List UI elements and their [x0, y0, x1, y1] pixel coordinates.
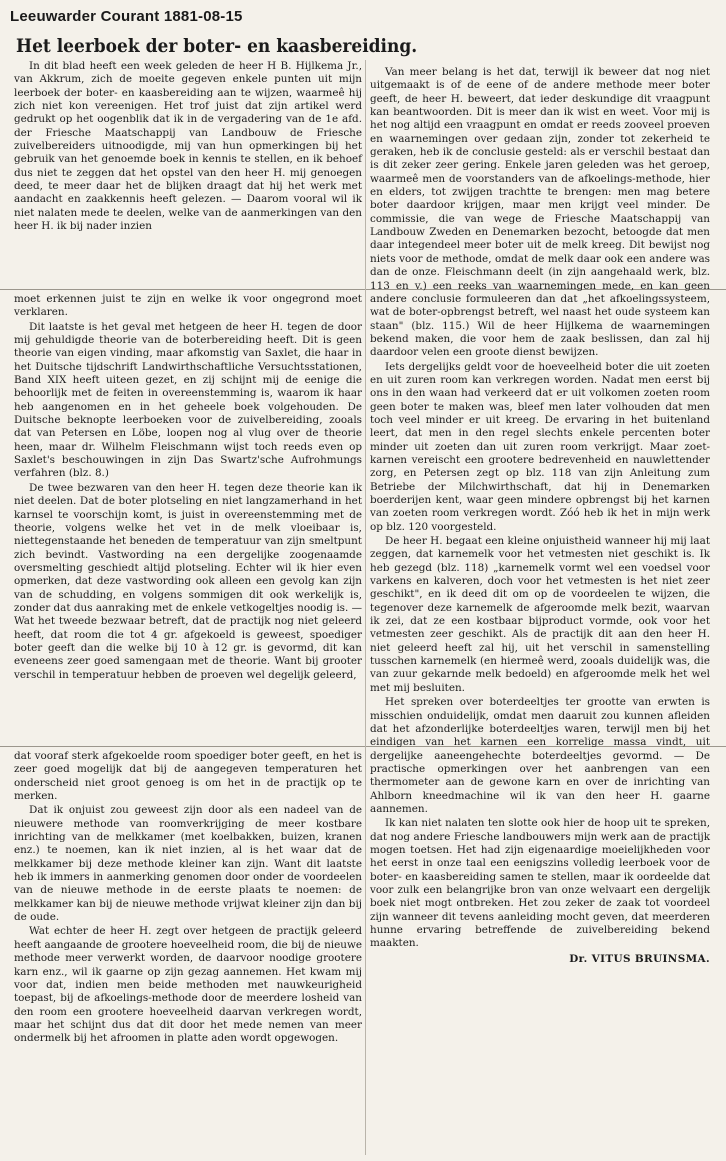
paragraph: Het spreken over boterdeeltjes ter grootte van erwten is misschien onduidelijk, omdat men daaruit zou kunnen afleiden dat het afzonderlijke boterdeeltjes waren, terwijl men bij het eindigen van het karnen een korrelige massa vindt, uit dergelijke aaneengehechte boterdeeltjes gevormd. — De practische opmerkingen over het aanbrengen van een thermometer aan de gewone karn en over de inrichting van Ahlborn kneedmachine wil ik van den heer H. gaarne aannemen. — [370, 696, 710, 815]
right-column — [370, 66, 710, 966]
author-signature: Dr. VITUS BRUINSMA. — [569, 952, 710, 965]
paragraph: Wat echter de heer H. zegt over hetgeen de practijk geleerd heeft aangaande de grootere hoeveelheid room, die bij de nieuwe methode meer verwerkt worden, de daarvoor noodige grootere karn enz., wil ik gaarne op zijn gezag aannemen. Het kwam mij voor dat, indien men beide methoden met nauwkeurigheid toepast, bij de afkoelings-methode door de meerdere losheid van den room een grootere hoeveelheid daarvan verkregen wordt, maar het schijnt dus dat dit door het mede nemen van meer ondermelk bij het afroomen in platte aden wordt opgewogen. — [14, 925, 362, 1045]
paragraph: Van meer belang is het dat, terwijl ik beweer dat nog niet uitgemaakt is of de eene of de andere methode meer boter geeft, de heer H. beweert, dat ieder deskundige dit vraagpunt kan beantwoorden. Dit is meer dan ik wist en weet. Voor mij is het nog altijd een vraagpunt en omdat er reeds zooveel proeven en waarnemingen over gedaan zijn, zonder tot zekerheid te geraken, heb ik de conclusie gesteld: als er verschil bestaat dan is dit zeker zeer gering. Enkele jaren geleden was het geroep, waarmeê men de voorstanders van de afkoelings-methode, hier en elders, tot zwijgen trachtte te brengen: men mag betere boter daardoor krijgen, maar men krijgt veel minder. De commissie, die van wege de Friesche Maatschappij van Landbouw Zweden en Denemarken bezocht, betoogde dat men daar integendeel meer boter uit de melk kreeg. Dit bewijst nog niets voor de methode, omdat de melk daar ook een andere was dan de onze. Fleischmann deelt (in zijn aangehaald werk, blz. 113 en v.) een reeks van waarnemingen mede, en kan geen andere conclusie formuleeren dan dat „het afkoelingssysteem, wat de boter-opbrengst betreft, wel naast het oude systeem kan staan" (blz. 115.) Wil de heer Hijlkema de waarnemingen bekend maken, die voor hem de zaak beslissen, dan zal hij daardoor velen een groote dienst bewijzen. — [370, 66, 710, 359]
paragraph: Ik kan niet nalaten ten slotte ook hier de hoop uit te spreken, dat nog andere Friesche landbouwers mijn werk aan de practijk mogen toetsen. Het had zijn eigenaardige moeielijkheden voor het eerst in onze taal een eenigszins volledig leerboek voor de boter- en kaasbereiding samen te stellen, maar ik oordeelde dat voor zulk een belangrijke bron van onze welvaart een dergelijk boek niet mogt ontbreken. Het zou zeker de zaak tot voordeel zijn wanneer dit tevens aanleiding mocht geven, dat meerderen hunne ervaring betreffende de zuivelbereiding bekend maakten. — [370, 817, 710, 950]
left-column-segment-1 — [14, 60, 362, 233]
left-column-segment-3 — [14, 750, 362, 1046]
paragraph: Dit laatste is het geval met hetgeen de heer H. tegen de door mij gehuldigde theorie van de boterbereiding heeft. Dit is geen theorie van eigen vinding, maar afkomstig van Saxlet, die haar in het Duitsche tijdschrift Landwirthschaftliche Versuchtsstationen, Band XIX heeft uiteen gezet, en zij schijnt mij de eenige die behoorlijk met de feiten in overeenstemming is, waarom ik haar heb aangenomen en in het geheele boek volgehouden. De Duitsche beknopte leerboeken voor de zuivelbereiding, zooals dat van Petersen en Löbe, loopen nog al vlug over de theorie heen, maar dr. Wilhelm Fleischmann wijst toch reeds even op Saxlet's beschouwingen in zijn Das Swartz'sche Aufrohmungs verfahren (blz. 8.) — [14, 320, 362, 480]
paragraph: Dat ik onjuist zou geweest zijn door als een nadeel van de nieuwere methode van roomverkrijging de meer kostbare inrichting van de melkkamer (met koelbakken, buizen, kranen enz.) te noemen, kan ik niet inzien, al is het waar dat de melkkamer bij deze methode kleiner kan zijn. Want dit laatste heb ik immers in aanmerking genomen door onder de voordeelen van de nieuwe methode in de eerste plaats te noemen: de melkkamer kan bij de nieuwe methode vrijwat kleiner zijn dan bij de oude. — [14, 804, 362, 924]
paragraph: De twee bezwaren van den heer H. tegen deze theorie kan ik niet deelen. Dat de boter plotseling en niet langzamerhand in het karnsel te voorschijn komt, is juist in overeenstemming met de theorie, volgens welke het vet in de melk vloeibaar is, niettegenstaande het beneden de temperatuur van zijn smeltpunt zich bevindt. Vastwording na een dergelijke zoogenaamde oversmelting geschiedt altijd plotseling. Echter wil ik hier even opmerken, dat deze vastwording ook alleen een gevolg kan zijn van de schudding, en volgens sommigen dit ook werkelijk is, zonder dat dus aanraking met de enkele vetkogeltjes noodig is. — Wat het tweede bezwaar betreft, dat de practijk nog niet geleerd heeft, dat room die tot 4 gr. afgekoeld is geweest, spoediger boter geeft dan die welke bij 10 à 12 gr. is gevormd, dit kan eveneens zeer goed samengaan met de theorie. Want bij grooter verschil in temperatuur hebben de proeven wel degelijk geleerd, — [14, 481, 362, 681]
article-headline: Het leerboek der boter- en kaasbereiding. — [16, 36, 418, 57]
paragraph: moet erkennen juist te zijn en welke ik voor ongegrond moet verklaren. — [14, 293, 362, 319]
paragraph: Iets dergelijks geldt voor de hoeveelheid boter die uit zoeten en uit zuren room kan verkregen worden. Nadat men eerst bij ons in den waan had verkeerd dat er uit volkomen zoeten room geen boter te maken was, bleef men later volhouden dat men toch veel minder er uit kreeg. De ervaring in het buitenland leert, dat men in den regel slechts enkele percenten boter minder uit zoeten dan uit zuren room verkrijgt. Maar zoet-karnen vereischt een grootere bedrevenheid en nauwlettender zorg, en Petersen zegt op blz. 118 van zijn Anleitung zum Betriebe der Milchwirthschaft, dat hij in Denemarken boerderijen kent, waar geen mindere opbrengst bij het karnen van zoeten room verkregen wordt. Zóó heb ik het in mijn werk op blz. 120 voorgesteld. — [370, 360, 710, 533]
paragraph: dat vooraf sterk afgekoelde room spoediger boter geeft, en het is zeer goed mogelijk dat bij de aangegeven temperaturen het onderscheid niet groot genoeg is om het in de practijk op te merken. — [14, 750, 362, 803]
column-rule — [365, 60, 366, 1155]
paragraph: In dit blad heeft een week geleden de heer H B. Hijlkema Jr., van Akkrum, zich de moeite gegeven enkele punten uit mijn leerboek der boter- en kaasbereiding aan te wijzen, waarmeê hij zich niet kon vereenigen. Het trof juist dat zijn artikel werd gedrukt op het oogenblik dat ik in de vergadering van de 1e afd. der Friesche Maatschappij van Landbouw de Friesche zuivelbereiders uitnoodigde, mij van hun opmerkingen bij het gebruik van het genoemde boek in kennis te stellen, en ik behoef dus niet te zeggen dat het opstel van den heer H. mij genoegen deed, te meer daar het de blijken draagt dat hij het werk met aandacht en zaakkennis heeft gelezen. — Daarom vooral wil ik niet nalaten mede te deelen, welke van de aanmerkingen van den heer H. ik bij nader inzien — [14, 60, 362, 233]
paragraph: De heer H. begaat een kleine onjuistheid wanneer hij mij laat zeggen, dat karnemelk voor het vetmesten niet geschikt is. Ik heb gezegd (blz. 118) „karnemelk vormt wel een voedsel voor varkens en kalveren, doch voor het vetmesten is het niet zeer geschikt", en ik deed dit om op de voordeelen te wijzen, die tegenover deze karnemelk de afgeroomde melk bezit, waarvan ik zei, dat ze een kostbaar bijproduct vormde, ook voor het vetmesten zeer geschikt. Als de practijk dit aan den heer H. niet geleerd heeft zal hij, uit het verschil in samenstelling tusschen karnemelk (en hiermeê werd, zooals duidelijk was, die van zuur gekarnde melk bedoeld) en afgeroomde melk het wel met mij besluiten. — [370, 535, 710, 694]
left-column-segment-2 — [14, 293, 362, 682]
newspaper-masthead: Leeuwarder Courant 1881-08-15 — [10, 8, 243, 25]
